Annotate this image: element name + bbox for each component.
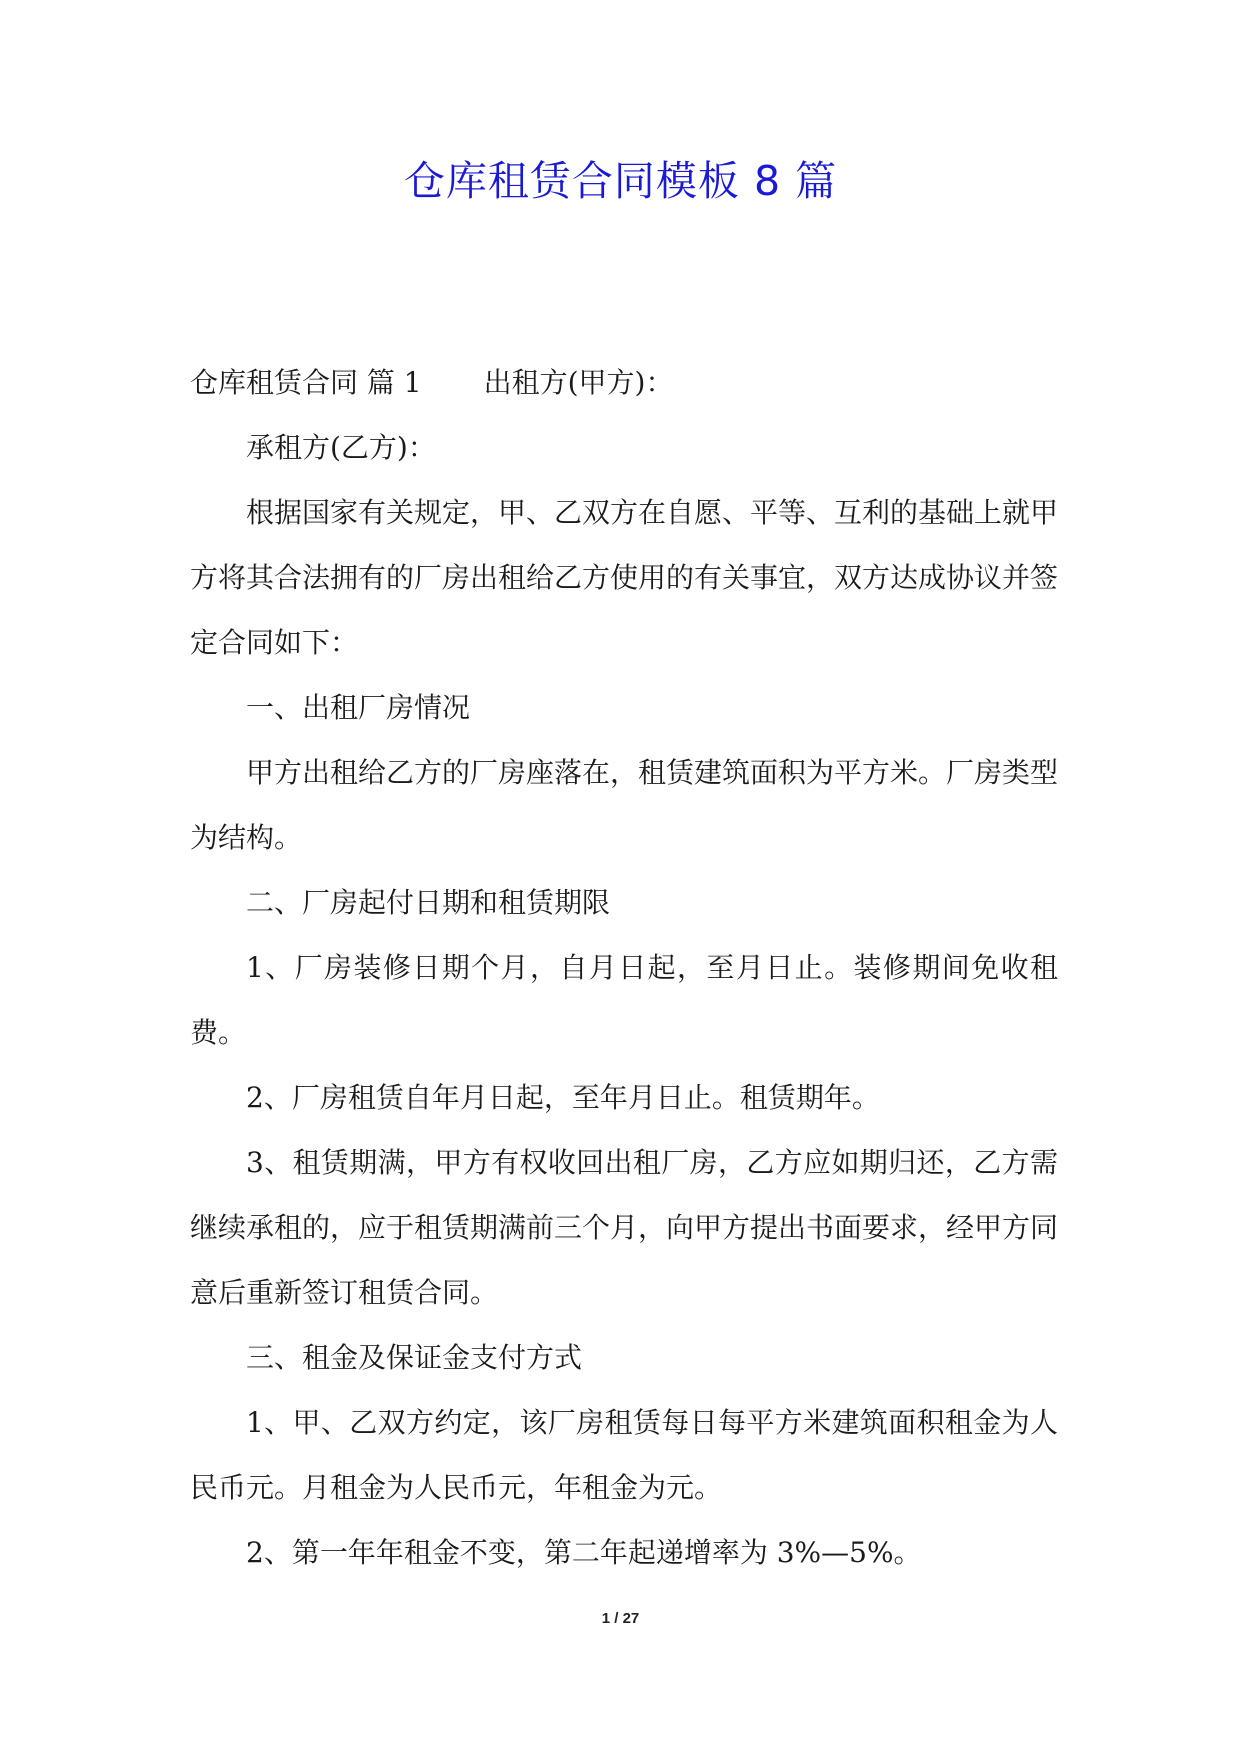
- section-heading: 仓库租赁合同 篇 1: [190, 366, 422, 399]
- document-title: 仓库租赁合同模板 8 篇: [403, 157, 838, 205]
- paragraph: 2、第一年年租金不变，第二年起递增率为 3%—5%。: [246, 1536, 922, 1569]
- section-heading: 一、出租厂房情况: [246, 691, 471, 724]
- document-body: [190, 350, 1058, 1585]
- paragraph: 2、厂房租赁自年月日起，至年月日止。租赁期年。: [246, 1081, 880, 1114]
- paragraph: 1、厂房装修日期个月，自月日起，至月日止。装修期间免收租费。: [190, 951, 1058, 1049]
- paragraph: 承租方(乙方)：: [246, 431, 436, 464]
- page-number: 1 / 27: [601, 1610, 640, 1627]
- first-line: [190, 350, 1058, 415]
- lessor-line: 出租方(甲方)：: [483, 366, 674, 399]
- paragraph: 根据国家有关规定，甲、乙双方在自愿、平等、互利的基础上就甲方将其合法拥有的厂房出租给乙方使用的有关事宜，双方达成协议并签定合同如下：: [190, 496, 1059, 659]
- section-heading: 二、厂房起付日期和租赁期限: [246, 886, 611, 919]
- paragraph: 甲方出租给乙方的厂房座落在，租赁建筑面积为平方米。厂房类型为结构。: [190, 756, 1059, 854]
- paragraph: 3、租赁期满，甲方有权收回出租厂房，乙方应如期归还，乙方需继续承租的，应于租赁期满前三个月，向甲方提出书面要求，经甲方同意后重新签订租赁合同。: [190, 1146, 1059, 1309]
- paragraph: 1、甲、乙双方约定，该厂房租赁每日每平方米建筑面积租金为人民币元。月租金为人民币元，年租金为元。: [190, 1406, 1058, 1504]
- section-heading: 三、租金及保证金支付方式: [246, 1341, 583, 1374]
